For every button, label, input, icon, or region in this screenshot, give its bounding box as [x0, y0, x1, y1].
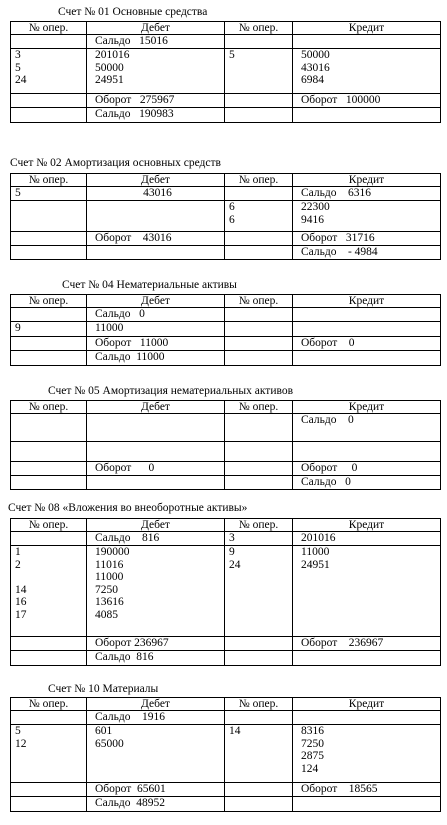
account-title: Счет № 02 Амортизация основных средств: [10, 157, 221, 169]
table-cell-op1: [11, 232, 87, 245]
column-header: Дебет: [87, 174, 225, 186]
column-header: Кредит: [293, 519, 441, 531]
table-cell-credit: [293, 322, 441, 336]
table-cell-credit: 201016: [293, 532, 441, 545]
account-title: Счет № 04 Нематериальные активы: [62, 279, 237, 291]
column-header: Кредит: [293, 22, 441, 34]
column-header: № опер.: [11, 401, 87, 413]
table-cell-credit: Оборот 0: [293, 462, 441, 475]
table-cell-debit: Сальдо 816: [87, 532, 225, 545]
table-cell-credit: Оборот 0: [293, 337, 441, 350]
table-cell-op2: [225, 711, 293, 724]
account-table: [10, 400, 441, 490]
table-cell-op2: [225, 637, 293, 650]
table-cell-op2: [225, 476, 293, 489]
table-header-row: [11, 174, 441, 187]
table-cell-op2: 3: [225, 532, 293, 545]
column-header: № опер.: [225, 401, 293, 413]
table-cell-credit: [293, 308, 441, 321]
table-header-row: [11, 698, 441, 711]
table-cell-credit: [293, 35, 441, 48]
column-header: № опер.: [11, 698, 87, 710]
table-cell-debit: 43016: [87, 187, 225, 200]
table-cell-op2: [225, 187, 293, 200]
table-cell-op1: [11, 108, 87, 122]
column-header: Дебет: [87, 401, 225, 413]
table-cell-credit: [293, 651, 441, 665]
table-cell-credit: Оборот 236967: [293, 637, 441, 650]
table-cell-debit: Оборот 11000: [87, 337, 225, 350]
column-header: Дебет: [87, 698, 225, 710]
table-row: [11, 414, 441, 442]
table-cell-op1: [11, 35, 87, 48]
table-cell-credit: 8316 7250 2875 124: [293, 725, 441, 782]
table-cell-op1: [11, 442, 87, 461]
column-header: Дебет: [87, 22, 225, 34]
column-header: № опер.: [11, 519, 87, 531]
table-row: [11, 232, 441, 246]
table-cell-op1: [11, 462, 87, 475]
table-row: [11, 187, 441, 201]
table-cell-credit: Оборот 100000: [293, 94, 441, 107]
table-cell-op2: 14: [225, 725, 293, 782]
table-row: [11, 322, 441, 337]
table-cell-debit: 190000 11016 11000 7250 13616 4085: [87, 546, 225, 636]
table-row: [11, 725, 441, 783]
table-cell-credit: 22300 9416: [293, 201, 441, 231]
table-cell-debit: [87, 246, 225, 259]
table-cell-op2: 9 24: [225, 546, 293, 636]
column-header: Дебет: [87, 519, 225, 531]
column-header: № опер.: [11, 22, 87, 34]
table-cell-op2: [225, 351, 293, 365]
table-row: [11, 651, 441, 666]
column-header: Кредит: [293, 401, 441, 413]
table-row: [11, 546, 441, 637]
table-cell-debit: Оборот 275967: [87, 94, 225, 107]
column-header: Кредит: [293, 174, 441, 186]
table-row: [11, 476, 441, 490]
table-cell-credit: Оборот 18565: [293, 783, 441, 796]
table-cell-credit: [293, 711, 441, 724]
account-table: [10, 697, 441, 812]
table-cell-op1: [11, 94, 87, 107]
table-cell-credit: 50000 43016 6984: [293, 49, 441, 93]
table-cell-op2: [225, 442, 293, 461]
table-cell-op1: 9: [11, 322, 87, 336]
table-row: [11, 35, 441, 49]
table-cell-debit: Оборот 236967: [87, 637, 225, 650]
table-cell-op1: 5 12: [11, 725, 87, 782]
table-cell-op2: [225, 322, 293, 336]
table-cell-credit: Сальдо 0: [293, 476, 441, 489]
table-cell-debit: [87, 476, 225, 489]
table-cell-op2: [225, 232, 293, 245]
table-cell-op1: [11, 711, 87, 724]
table-row: [11, 308, 441, 322]
table-header-row: [11, 295, 441, 308]
table-cell-debit: 11000: [87, 322, 225, 336]
table-cell-op2: [225, 246, 293, 259]
table-cell-credit: [293, 351, 441, 365]
table-cell-op2: 6 6: [225, 201, 293, 231]
table-cell-debit: 201016 50000 24951: [87, 49, 225, 93]
table-cell-credit: [293, 108, 441, 122]
table-row: [11, 442, 441, 462]
table-cell-credit: Сальдо 0: [293, 414, 441, 441]
table-cell-op1: [11, 414, 87, 441]
column-header: Дебет: [87, 295, 225, 307]
table-cell-credit: [293, 797, 441, 811]
column-header: № опер.: [11, 295, 87, 307]
column-header: № опер.: [225, 295, 293, 307]
table-row: [11, 108, 441, 123]
table-cell-debit: [87, 201, 225, 231]
table-cell-debit: Сальдо 11000: [87, 351, 225, 365]
table-row: [11, 49, 441, 94]
table-cell-op1: [11, 337, 87, 350]
table-cell-op2: 5: [225, 49, 293, 93]
table-cell-op1: 1 2 14 16 17: [11, 546, 87, 636]
account-title: Счет № 01 Основные средства: [58, 6, 208, 18]
table-cell-op2: [225, 94, 293, 107]
table-cell-op1: [11, 201, 87, 231]
account-title: Счет № 05 Амортизация нематериальных активов: [48, 385, 294, 397]
table-cell-op1: [11, 351, 87, 365]
table-cell-op1: [11, 797, 87, 811]
table-cell-op2: [225, 108, 293, 122]
table-cell-credit: Сальдо 6316: [293, 187, 441, 200]
column-header: Кредит: [293, 698, 441, 710]
table-cell-op1: [11, 651, 87, 665]
account-table: [10, 518, 441, 666]
account-table: [10, 173, 441, 260]
table-cell-op1: [11, 637, 87, 650]
table-cell-op2: [225, 783, 293, 796]
table-row: [11, 532, 441, 546]
table-cell-op2: [225, 308, 293, 321]
table-row: [11, 337, 441, 351]
table-cell-credit: [293, 442, 441, 461]
table-cell-op2: [225, 462, 293, 475]
table-cell-op2: [225, 651, 293, 665]
column-header: № опер.: [225, 519, 293, 531]
table-cell-op2: [225, 797, 293, 811]
table-cell-credit: Сальдо - 4984: [293, 246, 441, 259]
column-header: № опер.: [225, 698, 293, 710]
table-cell-op2: [225, 35, 293, 48]
table-row: [11, 94, 441, 108]
table-cell-debit: Сальдо 1916: [87, 711, 225, 724]
table-row: [11, 711, 441, 725]
account-table: [10, 294, 441, 366]
table-cell-op1: [11, 308, 87, 321]
table-cell-op1: [11, 246, 87, 259]
table-cell-debit: Оборот 0: [87, 462, 225, 475]
table-cell-debit: Оборот 65601: [87, 783, 225, 796]
column-header: № опер.: [11, 174, 87, 186]
table-cell-op1: [11, 532, 87, 545]
table-row: [11, 201, 441, 232]
table-row: [11, 462, 441, 476]
table-cell-op2: [225, 337, 293, 350]
table-cell-op1: 5: [11, 187, 87, 200]
account-title: Счет № 10 Материалы: [48, 683, 159, 695]
table-header-row: [11, 22, 441, 35]
table-cell-op1: [11, 476, 87, 489]
table-cell-debit: [87, 442, 225, 461]
account-table: [10, 21, 441, 123]
table-header-row: [11, 519, 441, 532]
account-title: Счет № 08 «Вложения во внеоборотные активы»: [8, 502, 248, 514]
column-header: Кредит: [293, 295, 441, 307]
table-cell-debit: Сальдо 0: [87, 308, 225, 321]
table-cell-op1: [11, 783, 87, 796]
table-row: [11, 246, 441, 260]
table-cell-debit: Сальдо 48952: [87, 797, 225, 811]
column-header: № опер.: [225, 22, 293, 34]
table-header-row: [11, 401, 441, 414]
table-cell-debit: Сальдо 15016: [87, 35, 225, 48]
column-header: № опер.: [225, 174, 293, 186]
table-row: [11, 783, 441, 797]
table-cell-credit: Оборот 31716: [293, 232, 441, 245]
table-row: [11, 351, 441, 366]
table-row: [11, 637, 441, 651]
table-cell-debit: [87, 414, 225, 441]
table-cell-debit: 601 65000: [87, 725, 225, 782]
table-cell-debit: Сальдо 816: [87, 651, 225, 665]
table-cell-op1: 3 5 24: [11, 49, 87, 93]
table-cell-credit: 11000 24951: [293, 546, 441, 636]
table-cell-debit: Сальдо 190983: [87, 108, 225, 122]
table-cell-debit: Оборот 43016: [87, 232, 225, 245]
table-cell-op2: [225, 414, 293, 441]
table-row: [11, 797, 441, 812]
